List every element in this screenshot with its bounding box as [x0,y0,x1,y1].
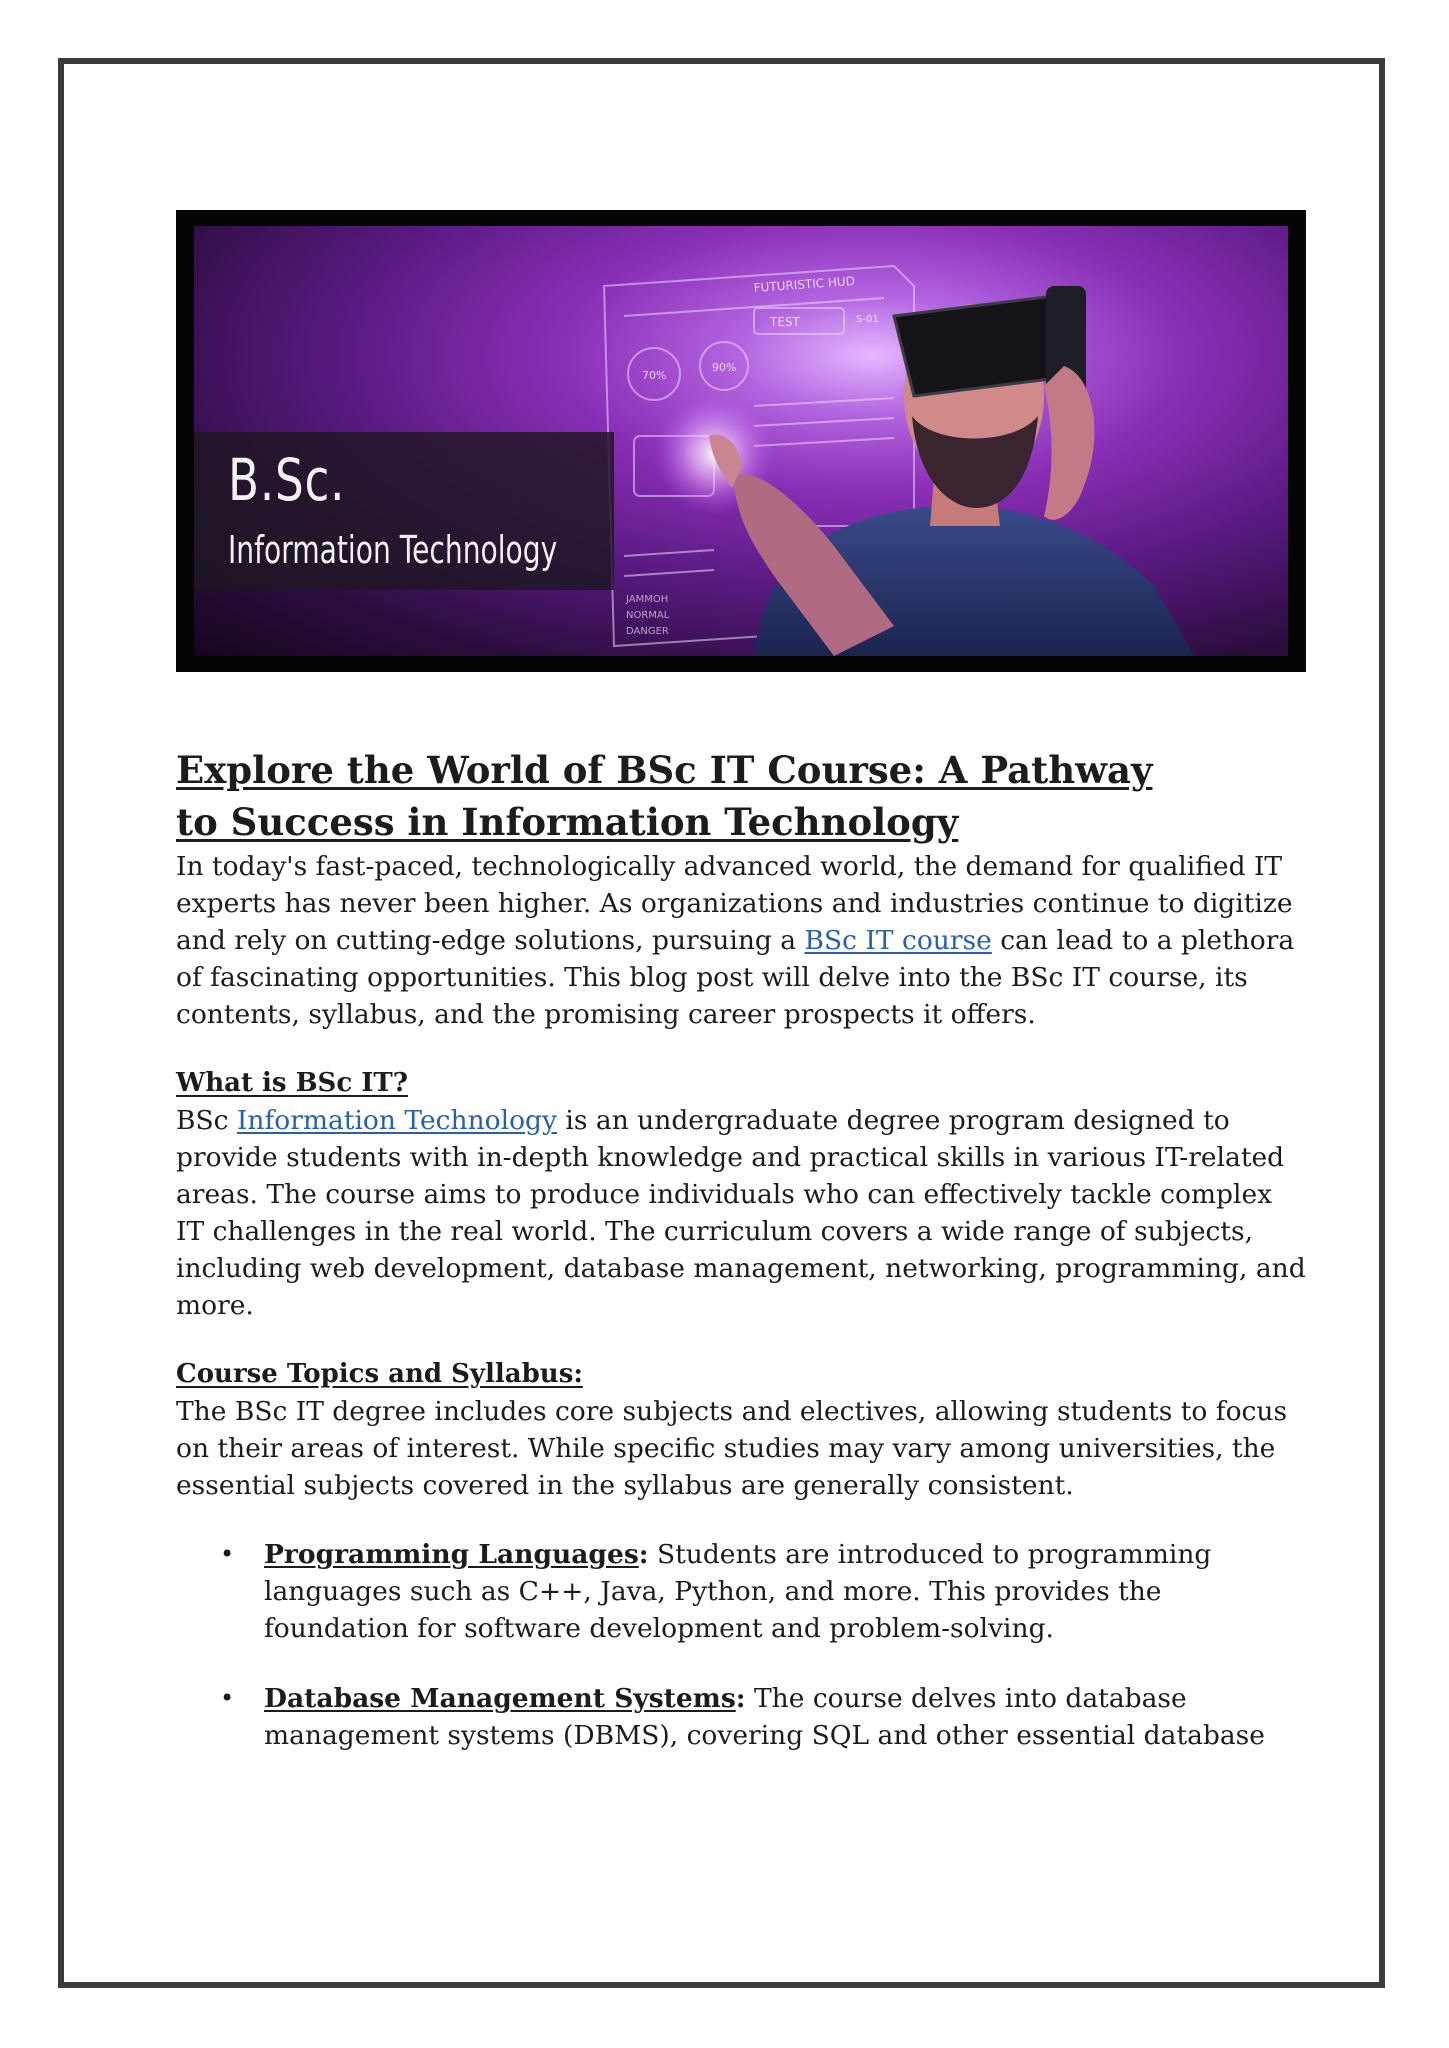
hud-text-test: TEST [770,315,800,329]
hud-small-2: NORMAL [626,610,670,621]
banner-image [194,226,1288,656]
bullet-icon: • [220,1540,235,1568]
intro-text-1: In today's fast-paced, technologically advanced world, the demand for qualified IT experts has never been higher. As organizations and industries continue to digitize and rely on cutting-edge solutions, pursuing a [176,851,1293,956]
topics-list [176,1536,1306,1754]
bsc-it-course-link[interactable]: BSc IT course [804,925,992,956]
hud-small-1: S-01 [856,314,879,325]
hud-small-3: DANGER [626,626,669,637]
topic-name: Programming Languages [264,1539,639,1570]
hud-text-top: FUTURISTIC HUD [753,273,856,295]
heading-course-topics: Course Topics and Syllabus: [176,1359,583,1389]
topic-name: Database Management Systems [264,1683,736,1714]
hud-gauge-2: 90% [712,361,737,374]
hero-banner [176,210,1306,672]
hud-small-4: JAMMOH [626,594,669,605]
hud-gauge-1: 70% [642,369,667,382]
document-content [176,210,1306,1787]
banner-label-main: B.Sc. [228,446,346,514]
what-is-paragraph [176,1102,1306,1324]
list-item [176,1680,1306,1754]
topic-colon: : [735,1683,746,1714]
bullet-icon: • [220,1684,235,1712]
information-technology-link[interactable]: Information Technology [236,1105,557,1136]
what-text-2: is an undergraduate degree program designed to provide students with in-depth knowledge and practical skills in various IT-related areas. The course aims to produce individuals who can effectively tackle complex IT challenges in the real world. The curriculum covers a wide range of subjects, including web development, database management, networking, programming, and more. [176,1105,1306,1321]
course-topics-paragraph: The BSc IT degree includes core subjects and electives, allowing students to focus on their areas of interest. While specific studies may vary among universities, the essential subjects covered in the syllabus are generally consistent. [176,1396,1288,1501]
topic-description: The course delves into database management systems (DBMS), covering SQL and other essential database [264,1683,1265,1751]
heading-what-is-bsc-it: What is BSc IT? [176,1068,408,1098]
what-text-1: BSc [176,1105,237,1136]
topic-colon: : [638,1539,649,1570]
topic-description: Students are introduced to programming languages such as C++, Java, Python, and more. This provides the foundation for software development and problem-solving. [264,1539,1212,1644]
banner-label-panel [194,432,614,590]
intro-paragraph [176,848,1306,1033]
banner-label-sub: Information Technology [228,528,558,572]
intro-text-2: can lead to a plethora of fascinating opportunities. This blog post will delve into the BSc IT course, its contents, syllabus, and the promising career prospects it offers. [176,925,1295,1030]
article-title: Explore the World of BSc IT Course: A Pathway to Success in Information Technology [176,748,1153,844]
list-item [176,1536,1306,1647]
